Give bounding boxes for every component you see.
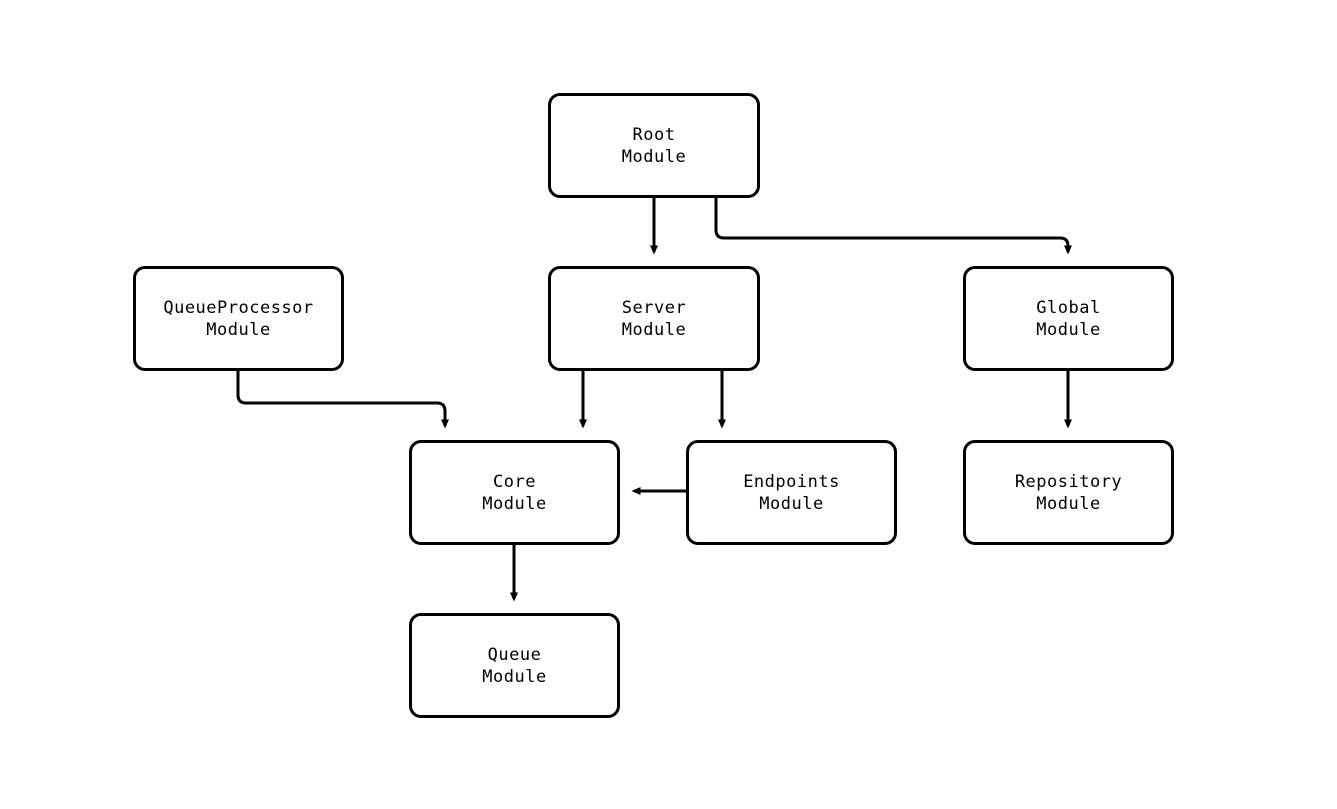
node-endpoints-module[interactable] bbox=[686, 440, 897, 545]
node-root-module-line2: Module bbox=[621, 146, 687, 167]
node-server-module-line2: Module bbox=[621, 319, 687, 340]
node-core-module-line2: Module bbox=[482, 493, 547, 514]
node-repository-module-line1: Repository bbox=[1014, 471, 1123, 492]
node-queueprocessor-module[interactable] bbox=[133, 266, 344, 371]
node-server-module[interactable] bbox=[548, 266, 760, 371]
node-global-module-line2: Module bbox=[1036, 319, 1101, 340]
edge-root-to-global bbox=[716, 198, 1068, 252]
edge-queueprocessor-to-core bbox=[238, 371, 445, 426]
node-endpoints-module-line2: Module bbox=[759, 493, 824, 514]
node-queueprocessor-module-line1: QueueProcessor bbox=[163, 297, 314, 318]
node-queue-module-line1: Queue bbox=[487, 644, 542, 665]
node-global-module[interactable] bbox=[963, 266, 1174, 371]
node-global-module-line1: Global bbox=[1036, 297, 1101, 318]
node-repository-module[interactable] bbox=[963, 440, 1174, 545]
node-queue-module[interactable] bbox=[409, 613, 620, 718]
node-repository-module-line2: Module bbox=[1036, 493, 1101, 514]
node-queueprocessor-module-line2: Module bbox=[206, 319, 271, 340]
node-endpoints-module-line1: Endpoints bbox=[743, 471, 840, 492]
node-server-module-line1: Server bbox=[621, 297, 687, 318]
node-core-module[interactable] bbox=[409, 440, 620, 545]
node-root-module-line1: Root bbox=[632, 124, 676, 145]
node-core-module-line1: Core bbox=[493, 471, 536, 492]
node-queue-module-line2: Module bbox=[482, 666, 547, 687]
node-root-module[interactable] bbox=[548, 93, 760, 198]
